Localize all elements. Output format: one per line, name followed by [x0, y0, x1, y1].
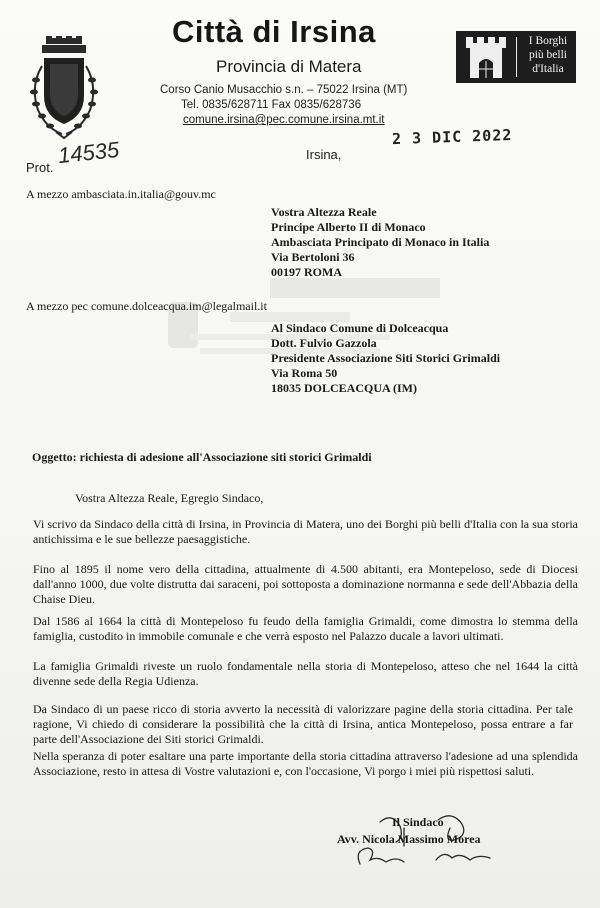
delivery-method-2: A mezzo pec comune.dolceacqua.im@legalmail.it — [26, 299, 267, 313]
municipality-address: Corso Canio Musacchio s.n. – 75022 Irsina (MT) — [160, 84, 408, 96]
body-paragraph: Nella speranza di poter esaltare una parte importante della storia cittadina attraverso l'adesione ad una splendida Associazione, resto in attesa di Vostre valutazioni e, con l'occasione, Vi porgo i miei più rispettosi saluti. — [33, 749, 578, 778]
municipal-crest-icon — [28, 36, 100, 140]
body-paragraph: Fino al 1895 il nome vero della cittadina, attualmente di 4.500 abitanti, era Montepeloso, sede di Diocesi dall'anno 1000, due volte distrutta dai saraceni, poi sottoposta a dominazione normanna e sede dell'Abbazia della Chaise Dieu. — [33, 562, 578, 606]
delivery-method-1: A mezzo ambasciata.in.italia@gouv.mc — [26, 187, 216, 201]
recipient-2-line: Presidente Associazione Siti Storici Grimaldi — [271, 351, 501, 365]
recipient-2-line: 18035 DOLCEACQUA (IM) — [271, 381, 417, 395]
borghi-logo-line-2: più belli — [528, 49, 567, 61]
body-paragraph: La famiglia Grimaldi riveste un ruolo fondamentale nella storia di Montepeloso, atteso che nel 1644 la città divenne sede della Regia Udienza. — [33, 659, 578, 688]
signatory-name: Avv. Nicola Massimo Morea — [337, 832, 481, 846]
recipient-1-block — [271, 205, 489, 280]
protocol-label: Prot. — [26, 160, 54, 175]
letter-subject: Oggetto: richiesta di adesione all'Associazione siti storici Grimaldi — [32, 450, 372, 464]
city-name-heading: Città di Irsina — [172, 14, 376, 49]
tower-icon — [464, 37, 510, 79]
date-stamp: 2 3 DIC 2022 — [391, 125, 513, 149]
protocol-number-handwritten: 14535 — [56, 136, 121, 169]
municipality-pec-email: comune.irsina@pec.comune.irsina.mt.it — [183, 114, 385, 126]
borghi-logo-line-3: d'Italia — [532, 63, 564, 75]
recipient-2-line: Al Sindaco Comune di Dolceacqua — [271, 321, 449, 335]
recipient-1-line: Via Bertoloni 36 — [271, 250, 355, 264]
borghi-piu-belli-logo — [456, 31, 576, 83]
recipient-1-line: Vostra Altezza Reale — [271, 205, 377, 219]
letter-place: Irsina, — [306, 147, 342, 162]
recipient-2-block — [271, 321, 500, 396]
body-paragraph: Vi scrivo da Sindaco della città di Irsina, in Provincia di Matera, uno dei Borghi più belli d'Italia con la sua storia antichissima e le sue bellezze paesaggistiche. — [33, 517, 578, 546]
recipient-1-line: Principe Alberto II di Monaco — [271, 220, 426, 234]
recipient-2-line: Dott. Fulvio Gazzola — [271, 336, 377, 350]
borghi-logo-line-1: I Borghi — [528, 35, 568, 47]
body-paragraph: Da Sindaco di un paese ricco di storia avverto la necessità di valorizzare pagine della storia cittadina. Per tale ragione, Vi chiedo di considerare la possibilità che la città di Irsina, antica Montepeloso, possa entrare a far parte dell'Associazione dei Siti storici Grimaldi. — [33, 702, 573, 746]
body-paragraph: Dal 1586 al 1664 la città di Montepeloso fu feudo della famiglia Grimaldi, come dimostra lo stemma della famiglia, custodito in immobile comunale e che verrà esposto nel Palazzo ducale a lavori ultimati. — [33, 614, 578, 643]
recipient-2-line: Via Roma 50 — [271, 366, 338, 380]
municipality-phones: Tel. 0835/628711 Fax 0835/628736 — [181, 99, 362, 111]
letter-salutation: Vostra Altezza Reale, Egregio Sindaco, — [75, 491, 264, 505]
recipient-1-line: 00197 ROMA — [271, 265, 342, 279]
recipient-1-line: Ambasciata Principato di Monaco in Italia — [271, 235, 490, 249]
province-subheading: Provincia di Matera — [216, 57, 362, 76]
signatory-title: Il Sindaco — [392, 815, 444, 829]
